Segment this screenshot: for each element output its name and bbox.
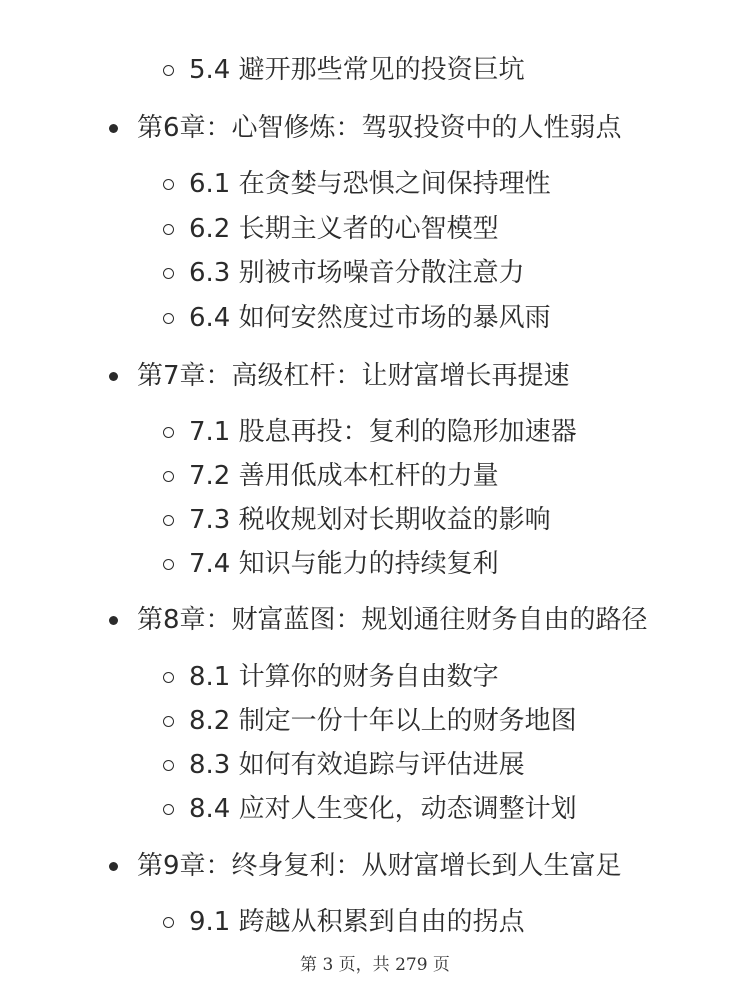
toc-section-item	[163, 57, 525, 83]
toc-chapter-item	[109, 115, 622, 141]
toc-section-item	[163, 463, 499, 489]
hollow-bullet-icon	[163, 427, 174, 438]
toc-section-label: 6.4 如何安然度过市场的暴风雨	[189, 303, 551, 333]
toc-chapter-label: 第9章：终身复利：从财富增长到人生富足	[137, 851, 622, 881]
hollow-bullet-icon	[163, 672, 174, 683]
toc-section-label: 7.3 税收规划对长期收益的影响	[189, 505, 551, 535]
toc-section-label: 6.3 别被市场噪音分散注意力	[189, 258, 525, 288]
toc-section-label: 8.3 如何有效追踪与评估进展	[189, 750, 525, 780]
hollow-bullet-icon	[163, 268, 174, 279]
toc-section-label: 6.1 在贪婪与恐惧之间保持理性	[189, 169, 551, 199]
toc-section-label: 9.1 跨越从积累到自由的拐点	[189, 907, 525, 937]
hollow-bullet-icon	[163, 559, 174, 570]
toc-chapter-label: 第8章：财富蓝图：规划通往财务自由的路径	[137, 605, 648, 635]
hollow-bullet-icon	[163, 804, 174, 815]
toc-section-item	[163, 796, 577, 822]
page-number-footer: 第 3 页，共 279 页	[300, 955, 450, 975]
toc-section-item	[163, 551, 499, 577]
filled-bullet-icon	[109, 124, 118, 133]
hollow-bullet-icon	[163, 179, 174, 190]
toc-section-label: 7.4 知识与能力的持续复利	[189, 549, 499, 579]
toc-section-item	[163, 171, 551, 197]
toc-chapter-item	[109, 607, 648, 633]
hollow-bullet-icon	[163, 471, 174, 482]
toc-section-label: 8.4 应对人生变化，动态调整计划	[189, 794, 577, 824]
hollow-bullet-icon	[163, 224, 174, 235]
toc-section-label: 6.2 长期主义者的心智模型	[189, 214, 499, 244]
toc-section-label: 8.1 计算你的财务自由数字	[189, 662, 499, 692]
toc-section-item	[163, 752, 525, 778]
filled-bullet-icon	[109, 372, 118, 381]
toc-section-label: 7.2 善用低成本杠杆的力量	[189, 461, 499, 491]
toc-section-item	[163, 305, 551, 331]
toc-chapter-label: 第6章：心智修炼：驾驭投资中的人性弱点	[137, 113, 622, 143]
toc-section-label: 5.4 避开那些常见的投资巨坑	[189, 55, 525, 85]
hollow-bullet-icon	[163, 65, 174, 76]
hollow-bullet-icon	[163, 917, 174, 928]
filled-bullet-icon	[109, 616, 118, 625]
hollow-bullet-icon	[163, 313, 174, 324]
toc-section-item	[163, 507, 551, 533]
hollow-bullet-icon	[163, 760, 174, 771]
hollow-bullet-icon	[163, 515, 174, 526]
toc-section-item	[163, 419, 577, 445]
toc-chapter-label: 第7章：高级杠杆：让财富增长再提速	[137, 361, 570, 391]
toc-section-item	[163, 260, 525, 286]
toc-section-label: 8.2 制定一份十年以上的财务地图	[189, 706, 577, 736]
toc-section-item	[163, 708, 577, 734]
filled-bullet-icon	[109, 862, 118, 871]
toc-chapter-item	[109, 853, 622, 879]
toc-section-item	[163, 664, 499, 690]
toc-section-label: 7.1 股息再投：复利的隐形加速器	[189, 417, 577, 447]
hollow-bullet-icon	[163, 716, 174, 727]
toc-section-item	[163, 216, 499, 242]
toc-section-item	[163, 909, 525, 935]
toc-chapter-item	[109, 363, 570, 389]
